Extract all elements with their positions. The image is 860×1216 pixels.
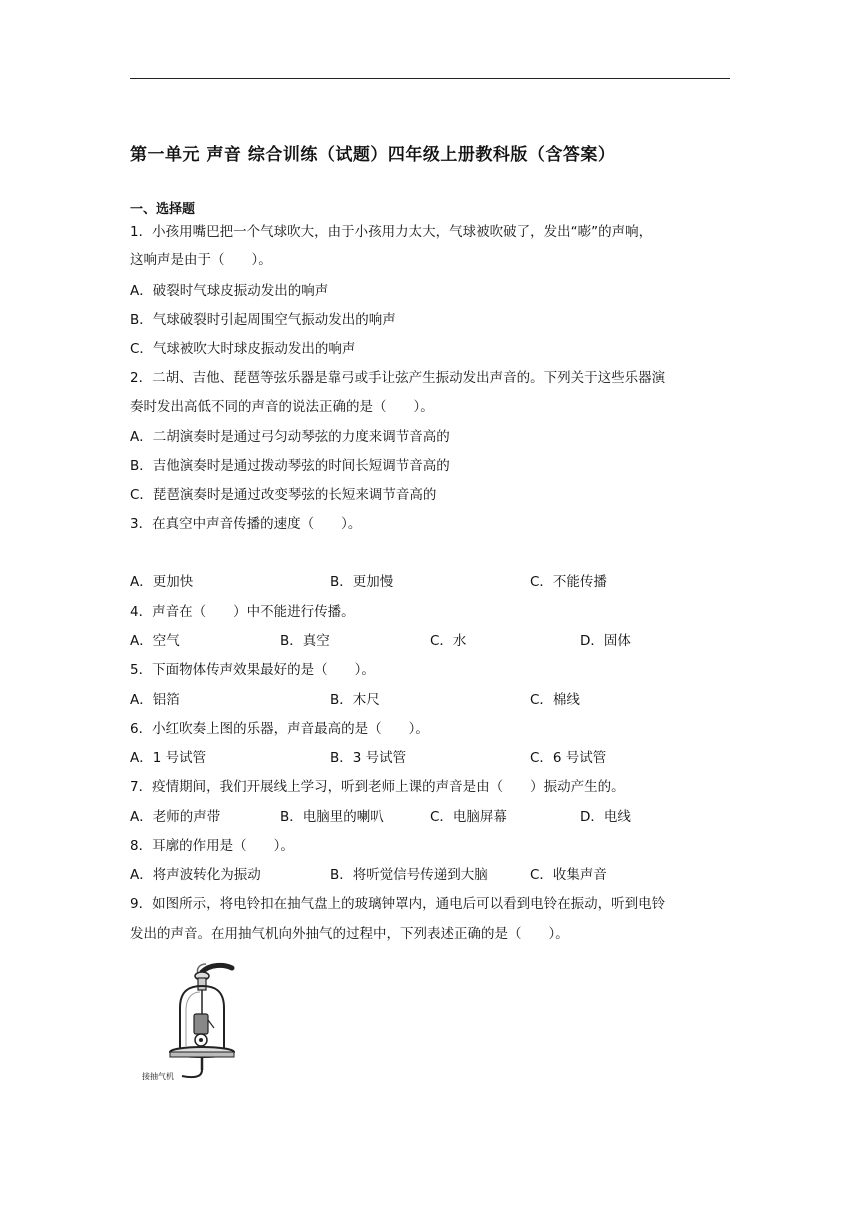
question-6-option-b: B．3 号试管 bbox=[330, 750, 407, 766]
question-8-option-a: A．将声波转化为振动 bbox=[130, 867, 261, 883]
question-4-option-b: B．真空 bbox=[280, 633, 330, 649]
question-1-option-a: A．破裂时气球皮振动发出的响声 bbox=[130, 283, 329, 299]
question-4-stem: 4．声音在（ ）中不能进行传播。 bbox=[130, 604, 355, 620]
question-4-options bbox=[130, 631, 730, 651]
question-7-option-a: A．老师的声带 bbox=[130, 809, 221, 825]
bell-jar-figure bbox=[140, 960, 240, 1086]
figure-label: 接抽气机 bbox=[142, 1072, 174, 1081]
question-8-option-c: C．收集声音 bbox=[530, 867, 607, 883]
question-6-options bbox=[130, 748, 730, 768]
question-3-stem: 3．在真空中声音传播的速度（ ）。 bbox=[130, 516, 362, 532]
question-7-stem: 7．疫情期间，我们开展线上学习，听到老师上课的声音是由（ ）振动产生的。 bbox=[130, 779, 625, 795]
question-5-option-b: B．木尺 bbox=[330, 692, 380, 708]
bell-icon bbox=[194, 1014, 208, 1034]
question-1-option-c: C．气球被吹大时球皮振动发出的响声 bbox=[130, 341, 356, 357]
question-3-option-a: A．更加快 bbox=[130, 574, 194, 590]
question-5-options bbox=[130, 690, 730, 710]
question-2-option-c: C．琵琶演奏时是通过改变琴弦的长短来调节音高的 bbox=[130, 487, 437, 503]
section-heading: 一、选择题 bbox=[130, 202, 196, 217]
question-7-option-c: C．电脑屏幕 bbox=[430, 809, 507, 825]
question-4-option-d: D．固体 bbox=[580, 633, 631, 649]
header-rule bbox=[130, 78, 730, 79]
question-7-options bbox=[130, 807, 730, 827]
question-3-option-c: C．不能传播 bbox=[530, 574, 607, 590]
question-4-option-c: C．水 bbox=[430, 633, 467, 649]
question-2-option-a: A．二胡演奏时是通过弓匀动琴弦的力度来调节音高的 bbox=[130, 429, 450, 445]
question-8-options bbox=[130, 865, 730, 885]
question-3-options bbox=[130, 572, 730, 592]
question-2-line-1: 2．二胡、吉他、琵琶等弦乐器是靠弓或手让弦产生振动发出声音的。下列关于这些乐器演 bbox=[130, 370, 666, 386]
question-4-option-a: A．空气 bbox=[130, 633, 180, 649]
question-2-option-b: B．吉他演奏时是通过拨动琴弦的时间长短调节音高的 bbox=[130, 458, 450, 474]
question-8-option-b: B．将听觉信号传递到大脑 bbox=[330, 867, 488, 883]
question-6-option-a: A．1 号试管 bbox=[130, 750, 207, 766]
pipe-icon bbox=[202, 965, 232, 972]
document-title: 第一单元 声音 综合训练（试题）四年级上册教科版（含答案） bbox=[130, 145, 616, 165]
question-7-option-d: D．电线 bbox=[580, 809, 631, 825]
question-6-stem: 6．小红吹奏上图的乐器，声音最高的是（ ）。 bbox=[130, 721, 429, 737]
question-1-line-2: 这响声是由于（ ）。 bbox=[130, 252, 272, 268]
question-2-line-2: 奏时发出高低不同的声音的说法正确的是（ ）。 bbox=[130, 399, 434, 415]
question-5-option-a: A．铝箔 bbox=[130, 692, 180, 708]
question-5-option-c: C．棉线 bbox=[530, 692, 580, 708]
question-3-option-b: B．更加慢 bbox=[330, 574, 394, 590]
question-1-line-1: 1．小孩用嘴巴把一个气球吹大，由于小孩用力太大，气球被吹破了，发出“嘭”的声响， bbox=[130, 224, 653, 240]
question-1-option-b: B．气球破裂时引起周围空气振动发出的响声 bbox=[130, 312, 396, 328]
question-9-line-2: 发出的声音。在用抽气机向外抽气的过程中，下列表述正确的是（ ）。 bbox=[130, 926, 569, 942]
question-6-option-c: C．6 号试管 bbox=[530, 750, 607, 766]
question-5-stem: 5．下面物体传声效果最好的是（ ）。 bbox=[130, 662, 375, 678]
question-8-stem: 8．耳廓的作用是（ ）。 bbox=[130, 838, 294, 854]
question-7-option-b: B．电脑里的喇叭 bbox=[280, 809, 384, 825]
question-9-line-1: 9．如图所示，将电铃扣在抽气盘上的玻璃钟罩内，通电后可以看到电铃在振动，听到电铃 bbox=[130, 896, 666, 912]
